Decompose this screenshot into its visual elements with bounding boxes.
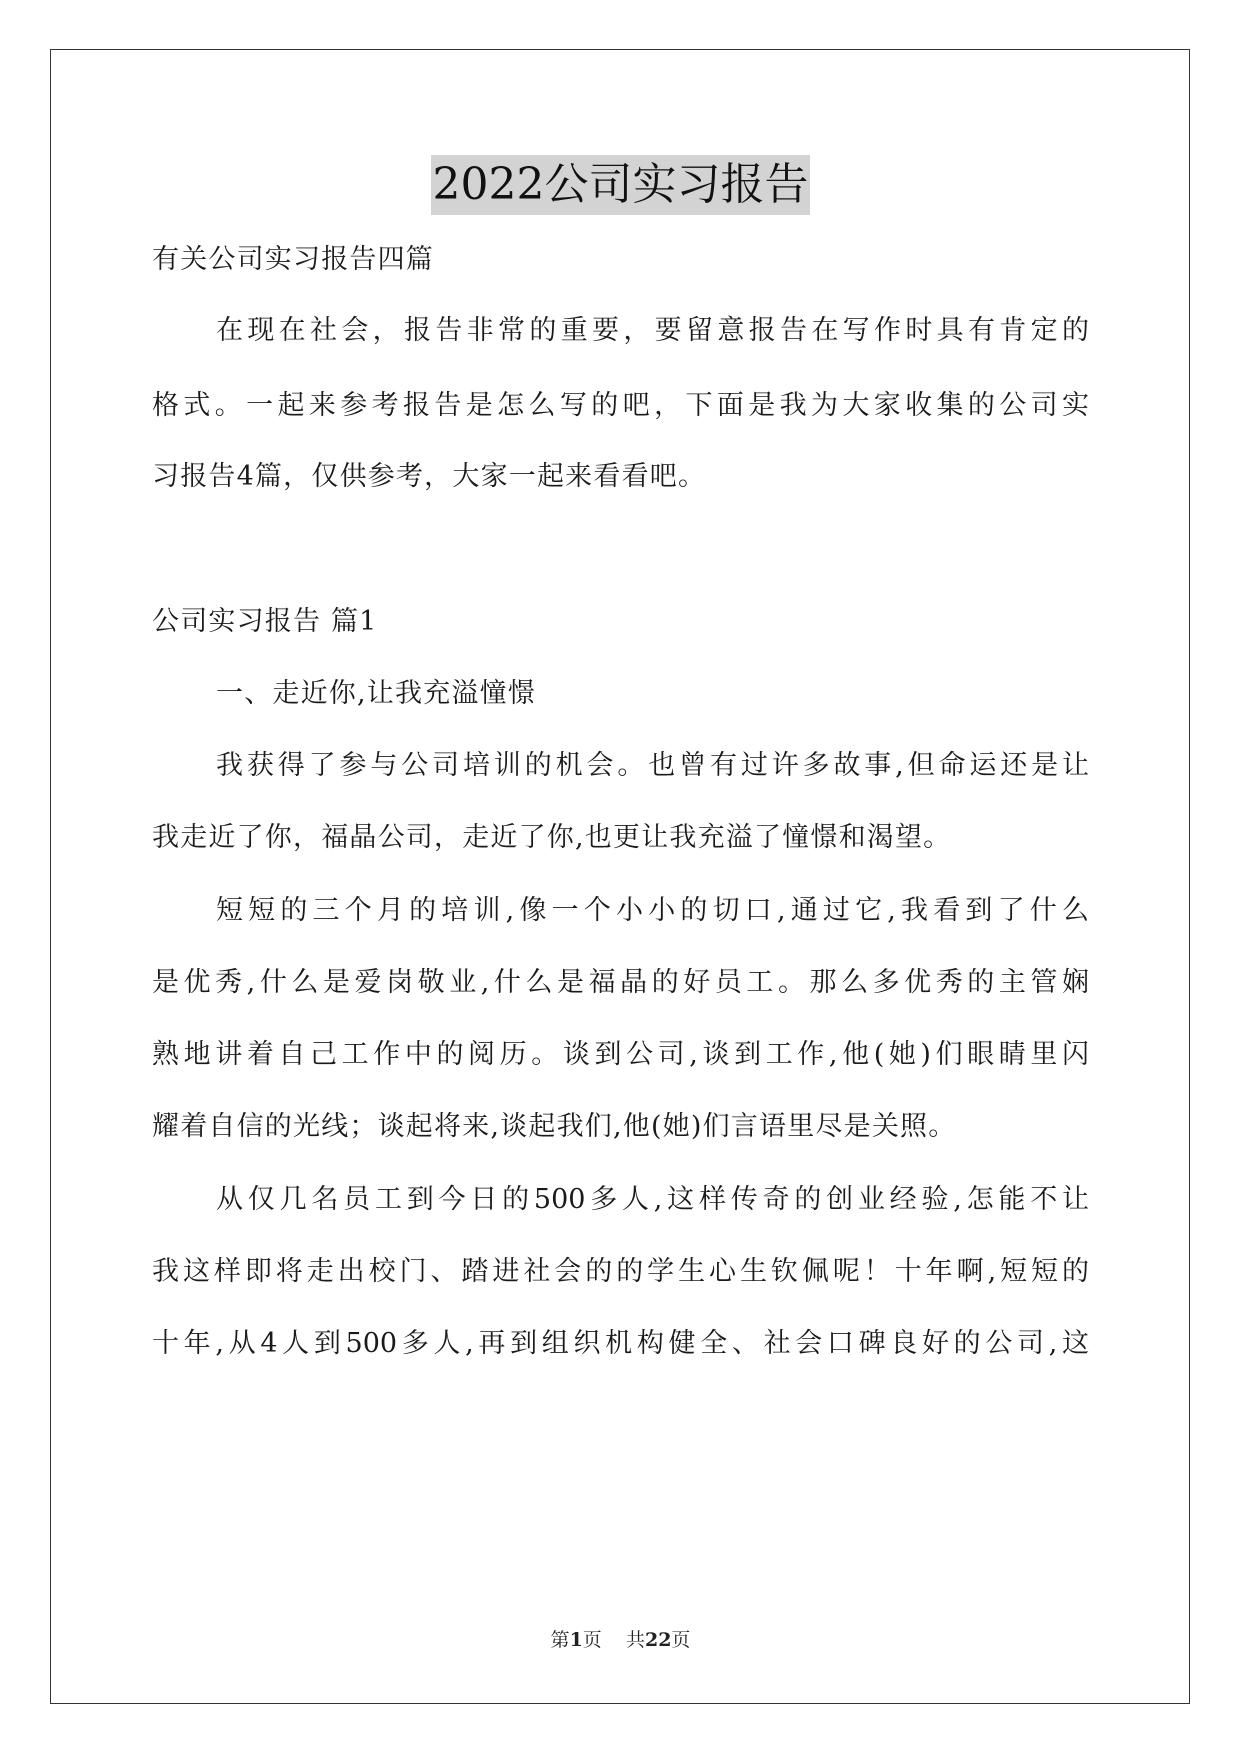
body-line-2[interactable]: 我走近了你，福晶公司，走近了你,也更让我充溢了憧憬和渴望。 (152, 822, 952, 853)
page-footer (0, 1628, 1241, 1652)
footer-page-mid: 页 共 (582, 1629, 645, 1651)
title-container (0, 155, 1241, 215)
sub-heading[interactable]: 一、走近你,让我充溢憧憬 (216, 678, 536, 709)
intro-line-3[interactable]: 习报告4篇，仅供参考，大家一起来看看吧。 (152, 461, 707, 492)
body-line-6[interactable]: 耀着自信的光线；谈起将来,谈起我们,他(她)们言语里尽是关照。 (152, 1111, 957, 1142)
section-heading[interactable]: 公司实习报告 篇1 (152, 606, 378, 637)
body-line-3[interactable]: 短短的三个月的培训,像一个小小的切口,通过它,我看到了什么 (216, 895, 1089, 926)
footer-page-suffix: 页 (671, 1629, 691, 1651)
body-line-5[interactable]: 熟地讲着自己工作中的阅历。谈到公司,谈到工作,他(她)们眼睛里闪 (152, 1039, 1089, 1070)
document-title[interactable]: 2022公司实习报告 (431, 155, 811, 215)
body-line-7[interactable]: 从仅几名员工到今日的500多人,这样传奇的创业经验,怎能不让 (216, 1184, 1089, 1215)
intro-line-1[interactable]: 在现在社会，报告非常的重要，要留意报告在写作时具有肯定的 (216, 315, 1089, 346)
document-subtitle[interactable]: 有关公司实习报告四篇 (152, 244, 434, 275)
footer-page-prefix: 第 (550, 1629, 570, 1651)
footer-page-number: 1 (569, 1629, 583, 1651)
footer-total-pages: 22 (644, 1629, 672, 1651)
page-border (50, 49, 1190, 1704)
body-line-4[interactable]: 是优秀,什么是爱岗敬业,什么是福晶的好员工。那么多优秀的主管娴 (152, 967, 1089, 998)
body-line-9[interactable]: 十年,从4人到500多人,再到组织机构健全、社会口碑良好的公司,这 (152, 1328, 1089, 1359)
body-line-8[interactable]: 我这样即将走出校门、踏进社会的的学生心生钦佩呢！十年啊,短短的 (152, 1256, 1089, 1287)
intro-line-2[interactable]: 格式。一起来参考报告是怎么写的吧，下面是我为大家收集的公司实 (152, 390, 1089, 421)
body-line-1[interactable]: 我获得了参与公司培训的机会。也曾有过许多故事,但命运还是让 (216, 750, 1089, 781)
